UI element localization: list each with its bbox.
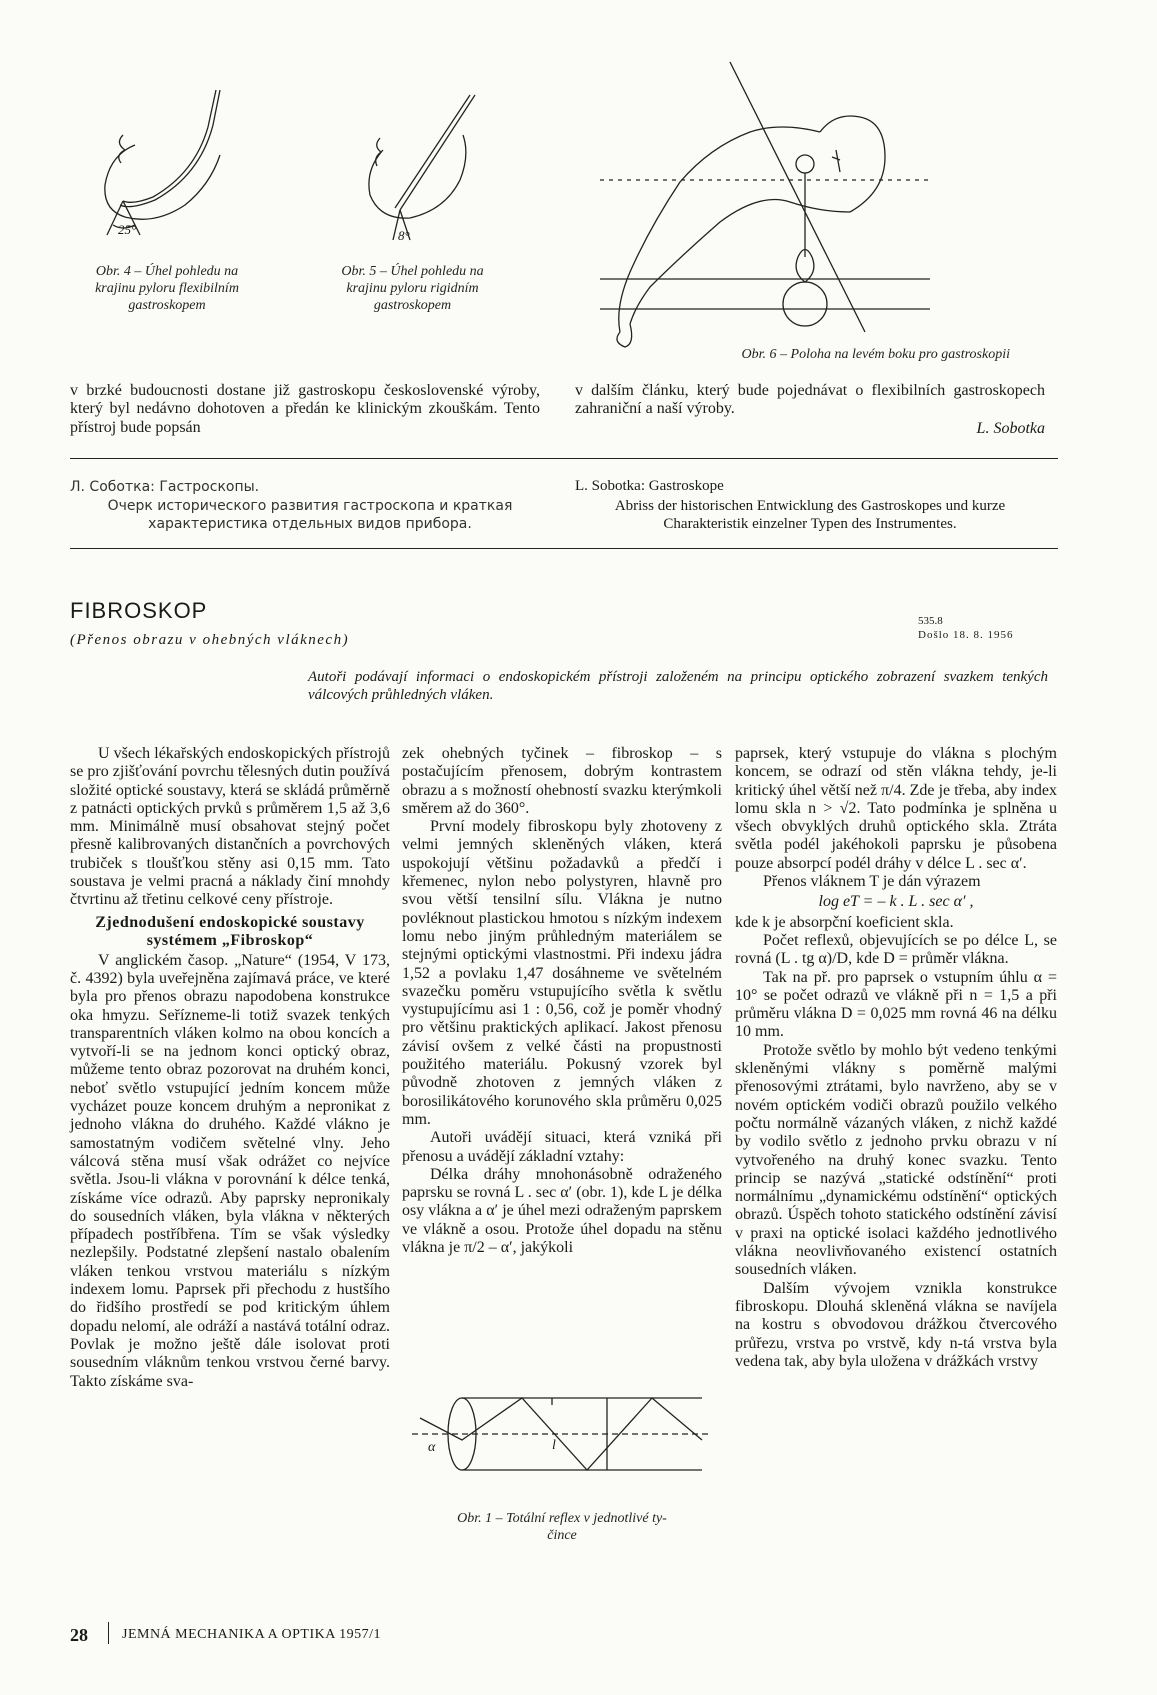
- journal-name: JEMNÁ MECHANIKA A OPTIKA 1957/1: [122, 1627, 381, 1642]
- figure-1-drawing: [412, 1380, 717, 1490]
- paragraph: kde k je absorpční koeficient skla.: [735, 913, 954, 931]
- figure-1-caption: Obr. 1 – Totální reflex v jednotlivé ty- čince: [457, 1511, 667, 1543]
- abstract-russian-title: Л. Соботка: Гастроскопы.: [70, 479, 260, 495]
- paragraph: U všech lékařských endoskopických přístrojů se pro zjišťování povrchu tělesných dutin používá složité optické soustavy, která se skládá průměrně z patnácti optických prvků s průměrem 1,5 až 3,6 mm. Minimálně musí obsahovat stejný počet přesně kalibrovaných distančních a povrchových trubiček s tloušťkou stěny asi 0,15 mm. Tato soustava je velmi pracná a náklady činí mnohdy čtvrtinu až třetinu celkové ceny přístroje.: [70, 745, 390, 909]
- abstract-german-title: L. Sobotka: Gastroskope: [575, 478, 724, 494]
- page-number: 28: [70, 1625, 88, 1645]
- received-date: Došlo 18. 8. 1956: [918, 629, 1014, 641]
- paragraph: Protože světlo by mohlo být vedeno tenkými skleněnými vlákny s poměrně malými přenosovými ztrátami, bylo navrženo, aby se v novém optickém vodiči obrazů použilo velkého počtu normálně vázaných vláken, z nichž každé by vodilo světlo z jednoho prvku obrazu v ní vytvořeného na druhý konec svazku. Tento princip se nazývá „statické odstínění“ proti normálnímu „dynamickému odstínění“ optických obrazů. Úspěch tohoto statického odstínění závisí v praxi na optické isolaci každého jednotlivého vlákna neovlivňovaného existencí ostatních sousedních vláken.: [735, 1041, 1057, 1279]
- footer-divider: [108, 1622, 109, 1644]
- paragraph: Počet reflexů, objevujících se po délce L, se rovná (L . tg α)/D, kde D = průměr vlákna.: [735, 931, 1057, 968]
- figure-5-angle-label: 8°: [398, 228, 410, 243]
- paragraph: Délka dráhy mnohonásobně odraženého paprsku se rovná L . sec α′ (obr. 1), kde L je délka osy vlákna a α′ je úhel mezi odraženým paprskem ve vlákně a osou. Protože úhel dopadu na stěnu vlákna je π/2 – α′, jakýkoli: [402, 1165, 722, 1257]
- paragraph: Autoři uvádějí situaci, která vzniká při přenosu a uvádějí základní vztahy:: [402, 1129, 722, 1165]
- figure-4-angle-label: 25°: [118, 222, 137, 237]
- abstract-german-text: Abriss der historischen Entwicklung des Gastroskopes und kurze Charakteristik einzelner Typen des Instrumentes.: [614, 498, 1006, 532]
- body-column-2: [402, 745, 722, 1257]
- section-heading: Zjednodušení endoskopické soustavy systémem „Fibroskop“: [95, 913, 365, 949]
- figure-6-caption: Obr. 6 – Poloha na levém boku pro gastroskopii: [741, 347, 1010, 362]
- abstract-russian-text: Очерк исторического развития гастроскопа и краткая характеристика отдельных видов прибора.: [107, 498, 513, 532]
- paragraph: Tak na př. pro paprsek o vstupním úhlu α = 10° se počet odrazů ve vlákně při n = 1,5 a při průměru vlákna D = 0,025 mm rovná 46 na délku 10 mm.: [735, 968, 1057, 1041]
- figure-4-caption: Obr. 4 – Úhel pohledu na krajinu pyloru flexibilním gastroskopem: [95, 264, 239, 313]
- figure-5-caption: Obr. 5 – Úhel pohledu na krajinu pyloru rigidním gastroskopem: [341, 264, 484, 313]
- figure-1-label-l: l: [552, 1438, 556, 1453]
- paragraph: Přenos vláknem T je dán výrazem: [763, 873, 981, 891]
- paragraph: zek ohebných tyčinek – fibroskop – s postačujícím přenosem, dobrým kontrastem obrazu a s možností ohebností svazku kterýmkoli směrem až do 360°.: [402, 745, 722, 817]
- rule-top: [70, 458, 1058, 459]
- paragraph: paprsek, který vstupuje do vlákna s plochým koncem, se odrazí od stěn vlákna tehdy, je-li kritický úhel větší než π/4. Zde je třeba, aby index lomu skla n > √2. Tato podmínka je splněna u všech obvyklých druhů optického skla. Ztráta světla podél jakéhokoli paprsku je působena pouze absorpcí podél dráhy v délce L . sec α′.: [735, 745, 1057, 872]
- paragraph: Dalším vývojem vznikla konstrukce fibroskopu. Dlouhá skleněná vlákna se navíjela na kostru s obvodovou drážkou čtvercového průřezu, vrstva po vrstvě, kdy n-tá vrstva byla vedena tak, aby byla uložena v drážkách vrstvy: [735, 1279, 1057, 1370]
- rule-bottom: [70, 548, 1058, 549]
- formula-transmission: log eT = – k . L . sec α′ ,: [818, 893, 974, 911]
- article-subtitle: (Přenos obrazu v ohebných vláknech): [70, 632, 350, 648]
- figure-5-drawing: [355, 90, 495, 250]
- body-column-1: [70, 745, 390, 1391]
- classification-number: 535.8: [918, 615, 943, 627]
- figure-1-label-alpha: α: [428, 1440, 436, 1455]
- previous-article-right-text: v dalším článku, který bude pojednávat o flexibilních gastroskopech zahraniční a naší výroby.: [575, 382, 1045, 418]
- previous-article-left-text: v brzké budoucnosti dostane již gastroskopu československé výroby, který byl nedávno dohotoven a předán ke klinickým zkouškám. Tento přístroj bude popsán: [70, 382, 540, 436]
- paragraph: V anglickém časop. „Nature“ (1954, V 173, č. 4392) byla uveřejněna zajímavá práce, ve které byla pro přenos obrazu napodobena konstrukce oka hmyzu. Seřízneme-li totiž svazek tenkých transparentních vláken kolmo na obou koncích a vytvoří-li se na jednom konci optický obraz, můžeme tento obraz pozorovat na druhém konci, neboť světlo vstupující jedním koncem může vycházet pouze koncem druhým a nepronikat z jednoho vlákna do druhého. Každé vlákno je samostatným vodičem světelné vlny. Jeho válcová stěna musí však odrážet co nejvíce světla. Jsou-li vlákna v porovnání k délce tenká, získáme více odrazů. Aby paprsky nepronikaly do sousedních vláken, byla vlákna v některých případech postříbřena. Tím se však výsledky nezlepšily. Podstatné zlepšení nastalo obalením vláken tenkou vrstvou materiálu s nízkým indexem lomu. Paprsek při přechodu z hustšího do řidšího prostředí se pod kritickým úhlem dopadu nelomí, ale odráží a nastává totální odraz. Povlak je možno ještě dále isolovat proti sousedním vláknům tenkou vrstvou černé barvy. Takto získáme sva-: [70, 951, 390, 1390]
- paragraph: První modely fibroskopu byly zhotoveny z velmi jemných skleněných vláken, která uspokojují většinu požadavků a předčí i křemenec, nylon nebo polystyren, hlavně pro svou větší tensilní sílu. Vlákna je nutno povléknout plastickou hmotou s nízkým indexem lomu nebo jiným průhledným materiálem se stejnými optickými vlastnostmi. Při indexu jádra 1,52 a povlaku 1,47 dosáhneme ve světelném svazečku poměru vstupujícího světla k světlu vystupujícímu asi 1 : 0,56, což je poměr vhodný pro většinu praktických aplikací. Jakost přenosu závisí ovšem z velké části na propustnosti použitého materiálu. Pokusný vzorek byl původně zhotoven z jemných vláken z borosilikátového korunového skla průměru 0,025 mm.: [402, 818, 722, 1128]
- body-column-3: [735, 745, 1057, 1371]
- previous-article-author: L. Sobotka: [976, 420, 1045, 437]
- figure-6-drawing: [600, 62, 1020, 362]
- article-title: FIBROSKOP: [70, 598, 208, 623]
- article-lead: Autoři podávají informaci o endoskopickém přístroji založeném na principu optického zobrazení svazkem tenkých válcových průhledných vláken.: [308, 669, 1048, 703]
